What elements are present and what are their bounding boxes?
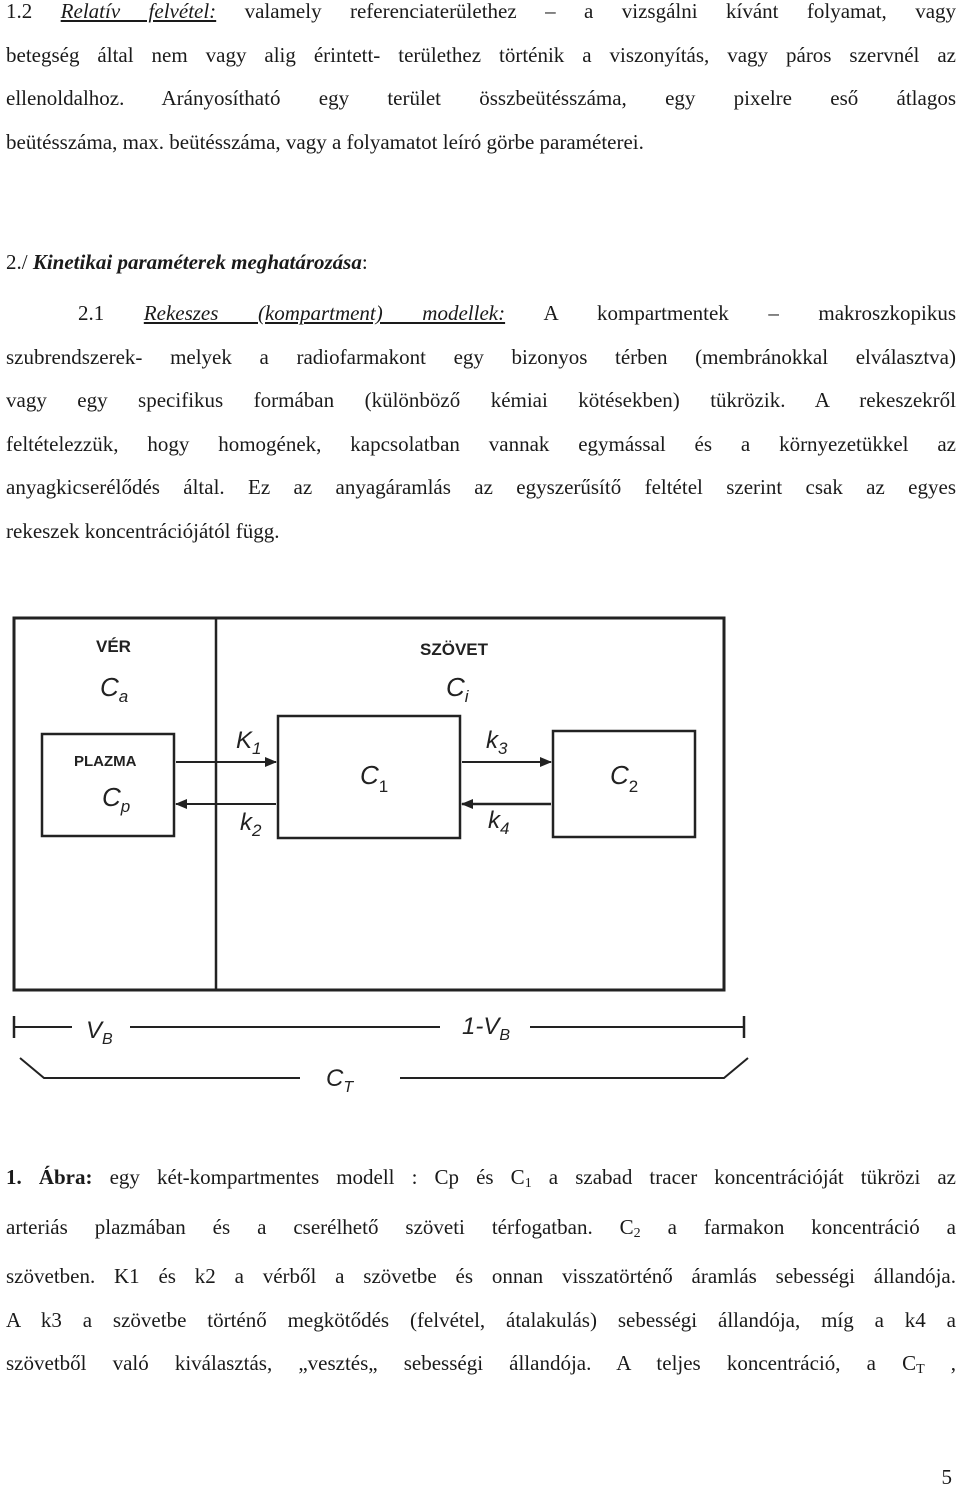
section-2-1-line-3: vagy egy specifikus formában (különböző kémiai kötésekben) tükrözik. A rekeszekről: [6, 388, 956, 412]
K1-label: $K_1$: [236, 727, 262, 758]
caption-line-5: szövetből való kiválasztás, „vesztés„ sebességi állandója. A teljes koncentráció, a $C_T$ ,: [6, 1351, 956, 1377]
section-2-1-line-6: rekeszek koncentrációjától függ.: [6, 518, 280, 543]
section-2-1: [6, 292, 956, 553]
blood-conc-label: $C_a$: [100, 672, 129, 706]
c1-label: $C_1$: [360, 760, 389, 796]
caption-label: 1. Ábra:: [6, 1165, 93, 1189]
vb-label: $V_B$: [86, 1017, 113, 1048]
section-1-2-line-4: beütésszáma, max. beütésszáma, vagy a folyamatot leíró görbe paraméterei.: [6, 129, 644, 154]
c2-label: $C_2$: [610, 760, 639, 796]
figure-caption: [6, 1156, 956, 1392]
k3-label: $k_3$: [486, 727, 508, 758]
compartment-model-diagram: [0, 600, 960, 1100]
blood-label: VÉR: [96, 637, 131, 656]
section-1-2: [6, 0, 956, 164]
section-2-1-line-5: anyagkicserélődés által. Ez az anyagáramlás az egyszerűsítő feltétel szerint csak az egyes: [6, 475, 956, 499]
caption-line-1: 1. Ábra: egy két-kompartmentes modell : Cp és $C_1$ a szabad tracer koncentrációját tükrözi az: [6, 1165, 957, 1191]
section-1-2-line-2: betegség által nem vagy alig érintett- területhez történik a viszonyítás, vagy páros szervnél az: [6, 42, 956, 67]
page-number: 5: [941, 1465, 952, 1489]
section-2-1-line-1: 2.1 Rekeszes (kompartment) modellek: A kompartmentek – makroszkopikus: [78, 301, 957, 325]
section-1-2-title: Relatív felvétel:: [60, 0, 217, 23]
tissue-label: SZÖVET: [420, 640, 489, 659]
section-1-2-line-3: ellenoldalhoz. Arányosítható egy terület összbeütésszáma, egy pixelre eső átlagos: [6, 86, 956, 110]
k4-label: $k_4$: [488, 807, 510, 838]
tissue-conc-label: $C_i$: [446, 672, 469, 706]
one-minus-vb-label: $1-V_B$: [462, 1013, 511, 1044]
section-2-1-line-2: szubrendszerek- melyek a radiofarmakont egy bizonyos térben (membránokkal elválasztva): [6, 344, 956, 369]
section-2-1-title: Rekeszes (kompartment) modellek:: [143, 301, 506, 325]
caption-line-2: arteriás plazmában és a cserélhető szöveti térfogatban. $C_2$ a farmakon koncentráció a: [6, 1214, 956, 1241]
section-2-1-line-4: feltételezzük, hogy homogének, kapcsolatban vannak egymással és a környezetükkel az: [6, 431, 956, 456]
section-1-2-line-1: 1.2 Relatív felvétel: valamely referenciaterülethez – a vizsgálni kívánt folyamat, vagy: [6, 0, 957, 23]
caption-line-3: szövetben. K1 és k2 a vérből a szövetbe és onnan visszatörténő áramlás sebességi állandója.: [6, 1264, 956, 1288]
section-2-title: Kinetikai paraméterek meghatározása: [32, 250, 362, 274]
ct-label: $C_T$: [326, 1065, 354, 1096]
section-2-heading: 2./ Kinetikai paraméterek meghatározása:: [6, 250, 368, 274]
k2-label: $k_2$: [240, 809, 262, 840]
plasma-label: PLAZMA: [74, 753, 137, 770]
plasma-conc-label: $C_p$: [102, 782, 131, 816]
caption-line-4: A k3 a szövetbe történő megkötődés (felvétel, átalakulás) sebességi állandója, míg a k4 a: [6, 1307, 956, 1332]
